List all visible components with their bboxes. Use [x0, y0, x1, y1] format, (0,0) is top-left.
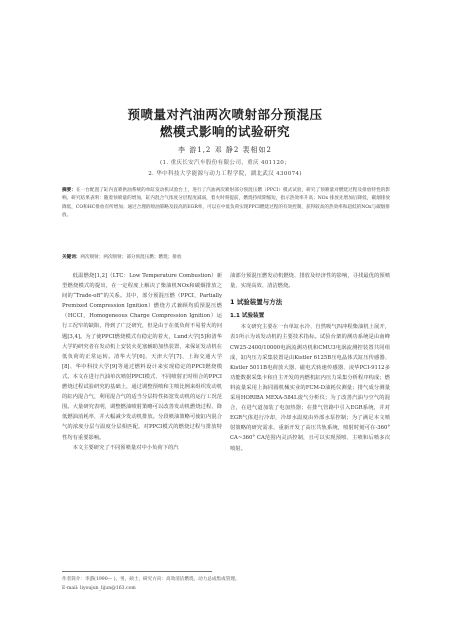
body-column-left [62, 271, 222, 453]
section-heading: 1 试验装置与方法 [230, 298, 283, 307]
paper-title-line-1: 预喷量对汽油两次喷射部分预混压 [127, 107, 323, 122]
email-footnote: E-mail: liyoujun_lijun@163.com [62, 586, 136, 591]
body-paragraph: 本文主要研究了不同预喷量对中小负荷下的汽 [72, 444, 179, 451]
affiliation-1: (1. 重庆长安汽车股份有限公司，重庆 401120； [159, 160, 291, 166]
author-bio-footnote: 作者简介：李游(1990— )，男，硕士，研究方向：高效清洁燃烧、动力总成集成管理。 [62, 577, 240, 582]
abstract-label: 摘要： [62, 188, 76, 193]
author-list: 李 游1,2 邓 静2 裴相如2 [178, 146, 272, 154]
body-paragraph: 本文研究主要在一台单缸水冷、自然吸气四冲程柴油机上展开，表1所示为该发动机的主要技术指标。试验台架的测功系统是由南峰CW25-2400/10000电涡流测功机和CMU3电涡流测控装置共同组成，缸内压力采集装置是由Kistler 6125B压电晶体式缸压传感器、Kistler 5011B电荷放大器、磁电式转速传感器、凌华PCI-9112多功能数据采集卡和自主开发的内燃机缸内压力采集分析程序构成；燃料流量采用上海同圆机械实业的FCM-D油耗仪测量；排气成分测量采用HORIBA MEXA-584L废气分析仪；为了改善汽油与空气的混合，在进气道加装了电加热器；在排气管路中引入EGR系统，并对EGR气体进行冷却，冷却水温度由外部水泵控制；为了满足本文喷射策略的研究需求，重新开发了高压共轨系统，喷射时刻可在-360° CA~360° CA范围内灵活控制，且可以实现预喷、主喷和后喷多次喷射。 [230, 324, 390, 452]
subsection-heading: 1.1 试验装置 [230, 313, 265, 320]
abstract [62, 187, 390, 221]
keywords-label: 关键词： [62, 255, 81, 260]
body-paragraph: 低温燃烧[1,2]（LTC：Low Temperature Combustion）新型燃烧模式的提出，在一定程度上解决了柴油机NOx和碳烟排放之间的“Trade-off”的关系。其中，部分预混压燃（PPCI，Partially Premixed Compression Ignition）燃烧方式兼顾均质预混压燃（HCCI，Homogeneous Charge Compression Ignition）运行工况窄的缺陷，得到了广泛研究，但是由于在低负荷不易着火的问题[3,4]。为了使PPCI燃烧模式有稳定的着火，Lund大学[5]和清华大学的研究者在发动机上安装火花塞辅助加热装置，来保证发动机在低负荷的正常运转。清华大学[6]、天津大学[7]、上海交通大学[8]、华中科技大学[9]等通过燃料设计来实现稳定的PPCI燃烧模式。本文在进行汽油单次喷射PPCI模式、不同喷射正时组合的PPCI燃烧过程试验研究的基础上，通过调整预喷和主喷比例来组织发动机的缸内混合气，利用混合气的适当分层特性拓宽发动机的运行工况范围。大量研究表明，调整燃油喷射策略可以改善发动机燃烧过程、降低燃油消耗率，并大幅减少发动机排放。分段喷油策略可使缸内混合气的浓度分层与温度分层相匹配，对PPCI模式的燃烧过程与排放特性均有重要影响。 [62, 273, 222, 441]
keywords [62, 254, 390, 260]
body-column-right [230, 271, 390, 454]
body-paragraph-continued: 油部分预混压燃发动机燃烧、排放及经济性的影响，寻找最优的预喷量，实现高效、清洁燃烧。 [230, 273, 390, 290]
paper-title-line-2: 燃模式影响的试验研究 [159, 124, 290, 139]
abstract-text: 在一台配置了缸内直喷供油系统的单缸发动机试验台上，进行了汽油两次喷射部分预混压燃（PPCI）模式试验，研究了预喷量对燃烧过程及排放特性的影响。研究结果表明：随着预喷量的增加，缸内混合气浓度分层程度减弱，着火时刻提前，燃烧持续期缩短，指示热效率升高；NOx 排放先增加后降低，碳烟排放降低，CO和HC排放有所增加；通过合理的喷油策略及较高的EGR率，可以在中低负荷实现PPCI燃烧过程的有效控制，获得较高的热效率和超低的NOx与碳烟排放。 [62, 188, 390, 219]
footnote-divider [62, 571, 212, 572]
keywords-text: 两次喷射；两次喷射；部分预混压燃；燃烧；排放 [80, 255, 182, 260]
affiliation-2: 2. 华中科技大学能源与动力工程学院，湖北武汉 430074) [148, 171, 302, 177]
